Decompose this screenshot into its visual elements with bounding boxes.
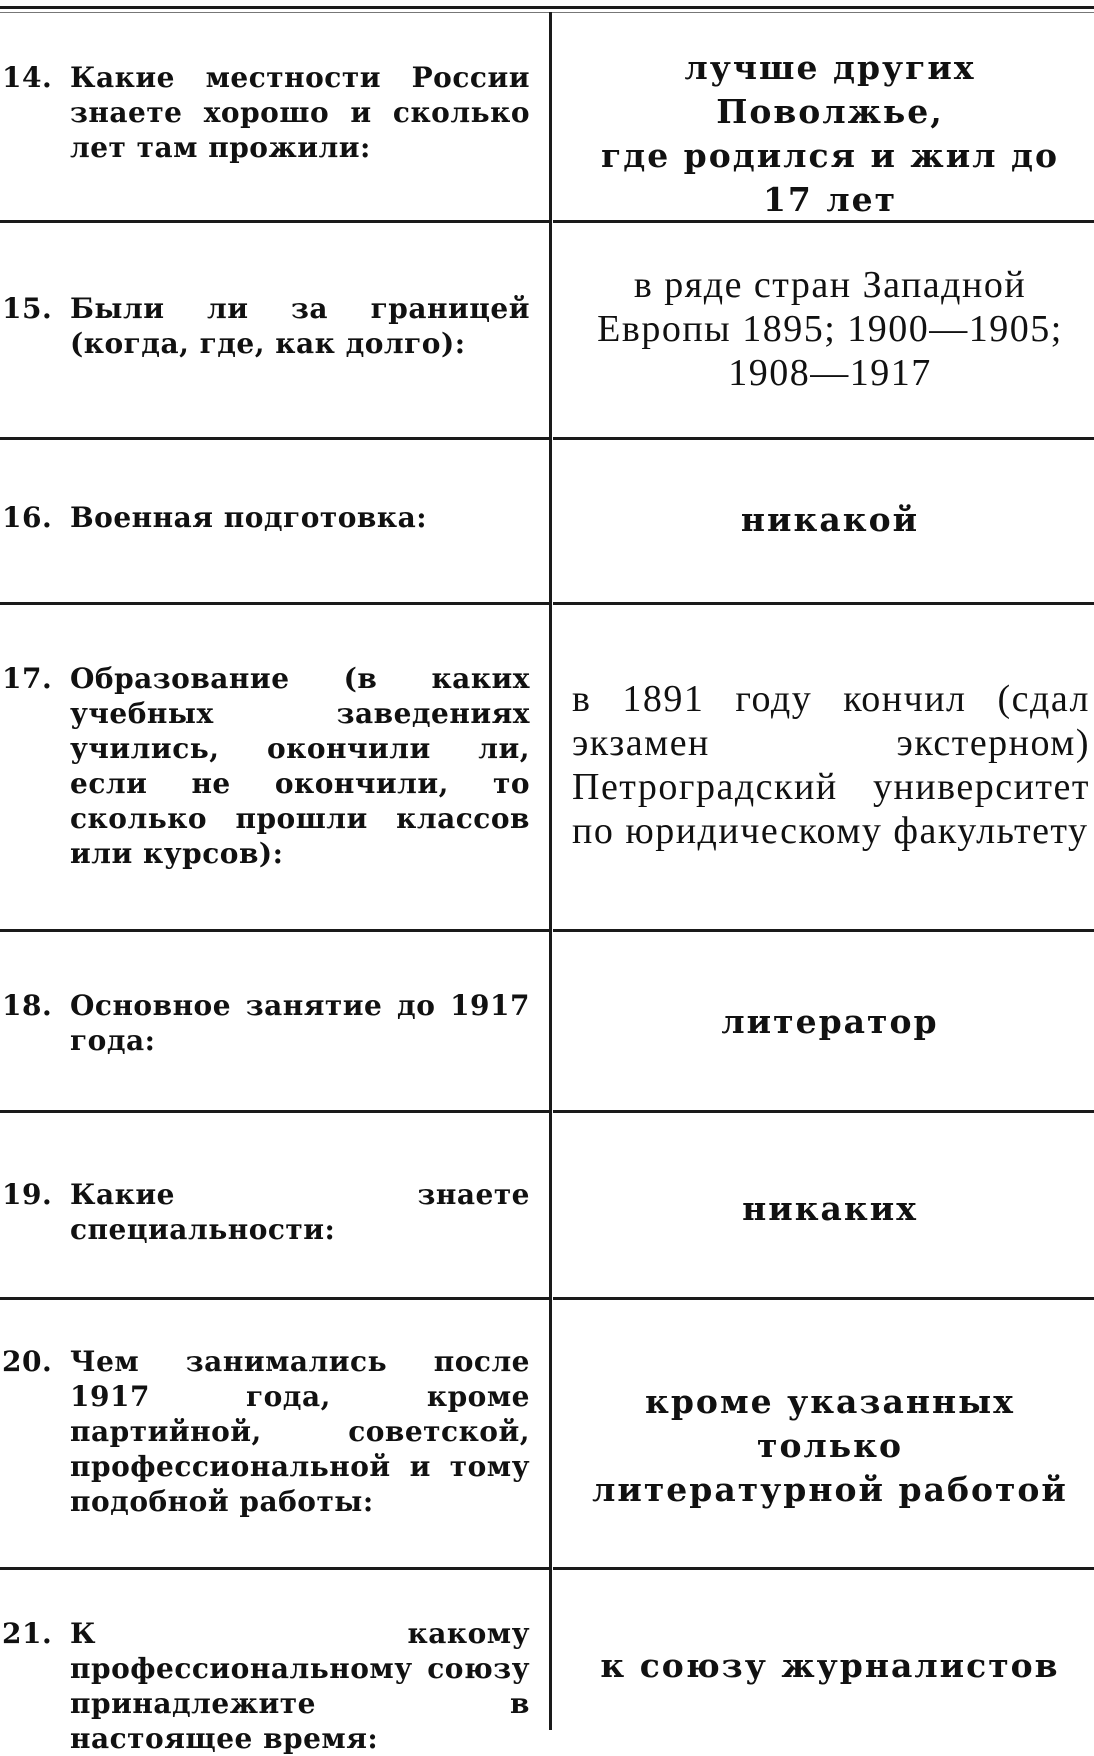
table-row-17 <box>0 605 1094 932</box>
question-text: К какому профессиональному союзу принадлежите в настоящее время: <box>70 1617 530 1755</box>
answer-16: никакой <box>740 500 920 539</box>
question-text: Военная подготовка: <box>70 501 428 534</box>
question-number: 18. <box>2 989 53 1022</box>
question-21 <box>0 1616 530 1756</box>
answer-14: лучше других Поволжье, где родился и жил до 17 лет <box>600 48 1059 219</box>
question-text: Чем занимались после 1917 года, кроме партийной, советской, профессиональной и тому подобной работы: <box>70 1345 530 1518</box>
question-number: 14. <box>2 61 53 94</box>
answer-20: кроме указанных только литературной работой <box>592 1382 1068 1509</box>
question-text: Образование (в каких учебных заведениях учились, окончили ли, если не окончили, то сколько прошли классов или курсов): <box>70 662 530 870</box>
answer-17: в 1891 году кончил (сдал экзамен экстерном) Петроградский университет по юридическому факультету <box>572 678 1090 852</box>
table-row-20 <box>0 1300 1094 1570</box>
question-number: 15. <box>2 292 53 325</box>
table-row-16 <box>0 440 1094 605</box>
table-row-15 <box>0 223 1094 440</box>
question-text: Основное занятие до 1917 года: <box>70 989 530 1057</box>
question-18 <box>0 988 530 1058</box>
table-row-21 <box>0 1570 1094 1755</box>
top-rule <box>0 6 1094 9</box>
table-row-19 <box>0 1113 1094 1300</box>
answer-19: никаких <box>742 1189 918 1228</box>
answer-15: в ряде стран Западной Европы 1895; 1900—1905; 1908—1917 <box>597 264 1063 394</box>
question-number: 20. <box>2 1345 53 1378</box>
question-17 <box>0 661 530 871</box>
answer-21: к союзу журналистов <box>600 1646 1060 1685</box>
question-number: 16. <box>2 501 53 534</box>
question-number: 17. <box>2 662 53 695</box>
question-16 <box>0 500 530 535</box>
table-row-18 <box>0 932 1094 1113</box>
question-text: Какие знаете специальности: <box>70 1178 530 1246</box>
question-number: 19. <box>2 1178 53 1211</box>
question-15 <box>0 291 530 361</box>
table-row-14 <box>0 12 1094 223</box>
question-14 <box>0 60 530 165</box>
answer-18: литератор <box>721 1002 939 1041</box>
question-20 <box>0 1344 530 1519</box>
question-number: 21. <box>2 1617 53 1650</box>
question-text: Какие местности России знаете хорошо и сколько лет там прожили: <box>70 61 530 164</box>
question-19 <box>0 1177 530 1247</box>
question-text: Были ли за границей (когда, где, как долго): <box>70 292 530 360</box>
